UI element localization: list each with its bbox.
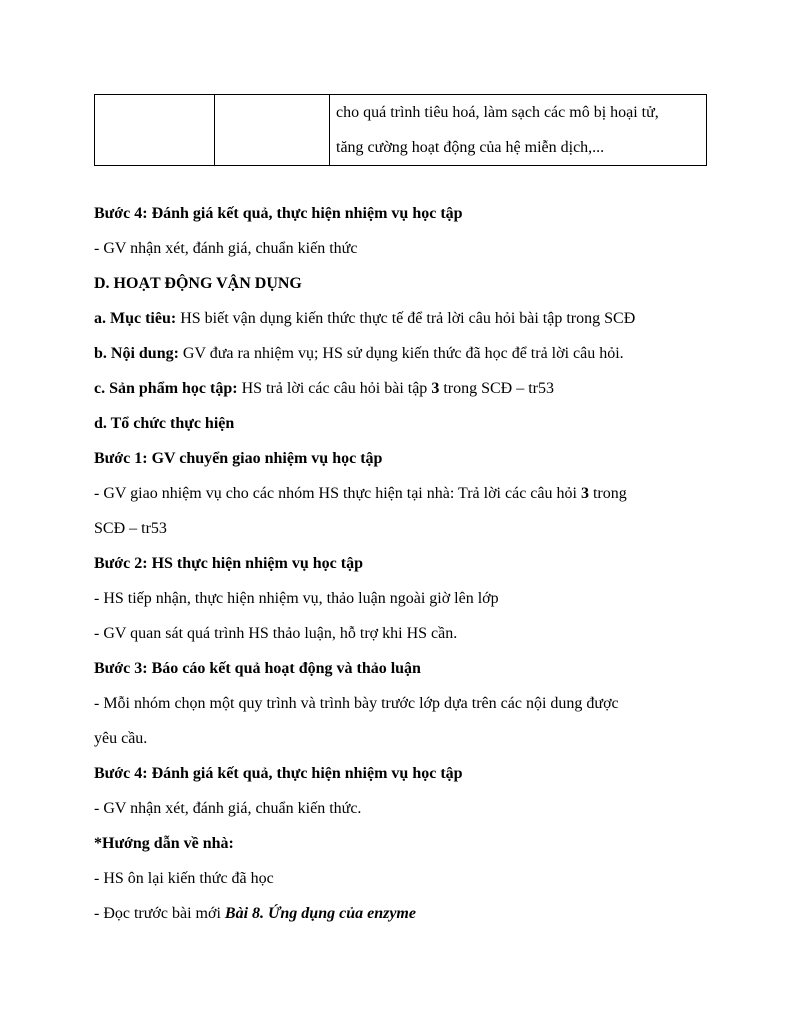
organization-heading: d. Tổ chức thực hiện: [94, 415, 235, 432]
section-d-heading: D. HOẠT ĐỘNG VẬN DỤNG: [94, 275, 302, 292]
step-1-text-line-2: SCĐ – tr53: [94, 520, 167, 537]
table-cell-line-1: cho quá trình tiêu hoá, làm sạch các mô bị hoại tử,: [336, 104, 659, 121]
table-cell-1: [95, 95, 215, 166]
next-lesson-title: Bài 8. Ứng dụng của enzyme: [224, 905, 416, 922]
objective-label: a. Mục tiêu:: [94, 310, 177, 327]
document-body: [94, 196, 714, 931]
content-label: b. Nội dung:: [94, 345, 179, 362]
product-text-1: HS trả lời các câu hỏi bài tập: [237, 380, 432, 397]
continued-table: [94, 94, 707, 166]
objective-text: HS biết vận dụng kiến thức thực tế để trả lời câu hỏi bài tập trong SCĐ: [176, 310, 636, 327]
step-4b-line-1: - GV nhận xét, đánh giá, chuẩn kiến thức.: [94, 800, 362, 817]
content-line: [94, 336, 714, 371]
homework-prefix: - Đọc trước bài mới: [94, 905, 225, 922]
objective-line: [94, 301, 714, 336]
step-4b-heading: Bước 4: Đánh giá kết quả, thực hiện nhiệm vụ học tập: [94, 765, 463, 782]
step-2-line-2: - GV quan sát quá trình HS thảo luận, hỗ trợ khi HS cần.: [94, 625, 458, 642]
table-cell-line-2: tăng cường hoạt động của hệ miễn dịch,...: [336, 139, 605, 156]
step-3-line-2: yêu cầu.: [94, 730, 148, 747]
product-text-2: trong SCĐ – tr53: [439, 380, 554, 397]
step-3-heading: Bước 3: Báo cáo kết quả hoạt động và thảo luận: [94, 660, 421, 677]
step-2-line-1: - HS tiếp nhận, thực hiện nhiệm vụ, thảo luận ngoài giờ lên lớp: [94, 590, 499, 607]
step-1-number: 3: [580, 485, 589, 502]
content-text: GV đưa ra nhiệm vụ; HS sử dụng kiến thức đã học để trả lời câu hỏi.: [178, 345, 624, 362]
homework-line-1: - HS ôn lại kiến thức đã học: [94, 870, 274, 887]
step-4-heading: Bước 4: Đánh giá kết quả, thực hiện nhiệm vụ học tập: [94, 205, 463, 222]
homework-line-2: [94, 896, 714, 931]
table-cell-2: [215, 95, 330, 166]
product-line: [94, 371, 714, 406]
step-2-heading: Bước 2: HS thực hiện nhiệm vụ học tập: [94, 555, 363, 572]
step-4-text: - GV nhận xét, đánh giá, chuẩn kiến thức: [94, 240, 358, 257]
step-3-line-1: - Mỗi nhóm chọn một quy trình và trình bày trước lớp dựa trên các nội dung được: [94, 695, 619, 712]
step-1-heading: Bước 1: GV chuyển giao nhiệm vụ học tập: [94, 450, 383, 467]
step-1-text-line-1: [94, 476, 714, 511]
step-1-text-1: - GV giao nhiệm vụ cho các nhóm HS thực hiện tại nhà: Trả lời các câu hỏi: [94, 485, 581, 502]
table-row: [95, 95, 707, 166]
product-number: 3: [431, 380, 440, 397]
homework-heading: *Hướng dẫn về nhà:: [94, 835, 234, 852]
table-cell-3: [330, 95, 707, 166]
product-label: c. Sản phẩm học tập:: [94, 380, 238, 397]
step-1-text-2: trong: [588, 485, 627, 502]
